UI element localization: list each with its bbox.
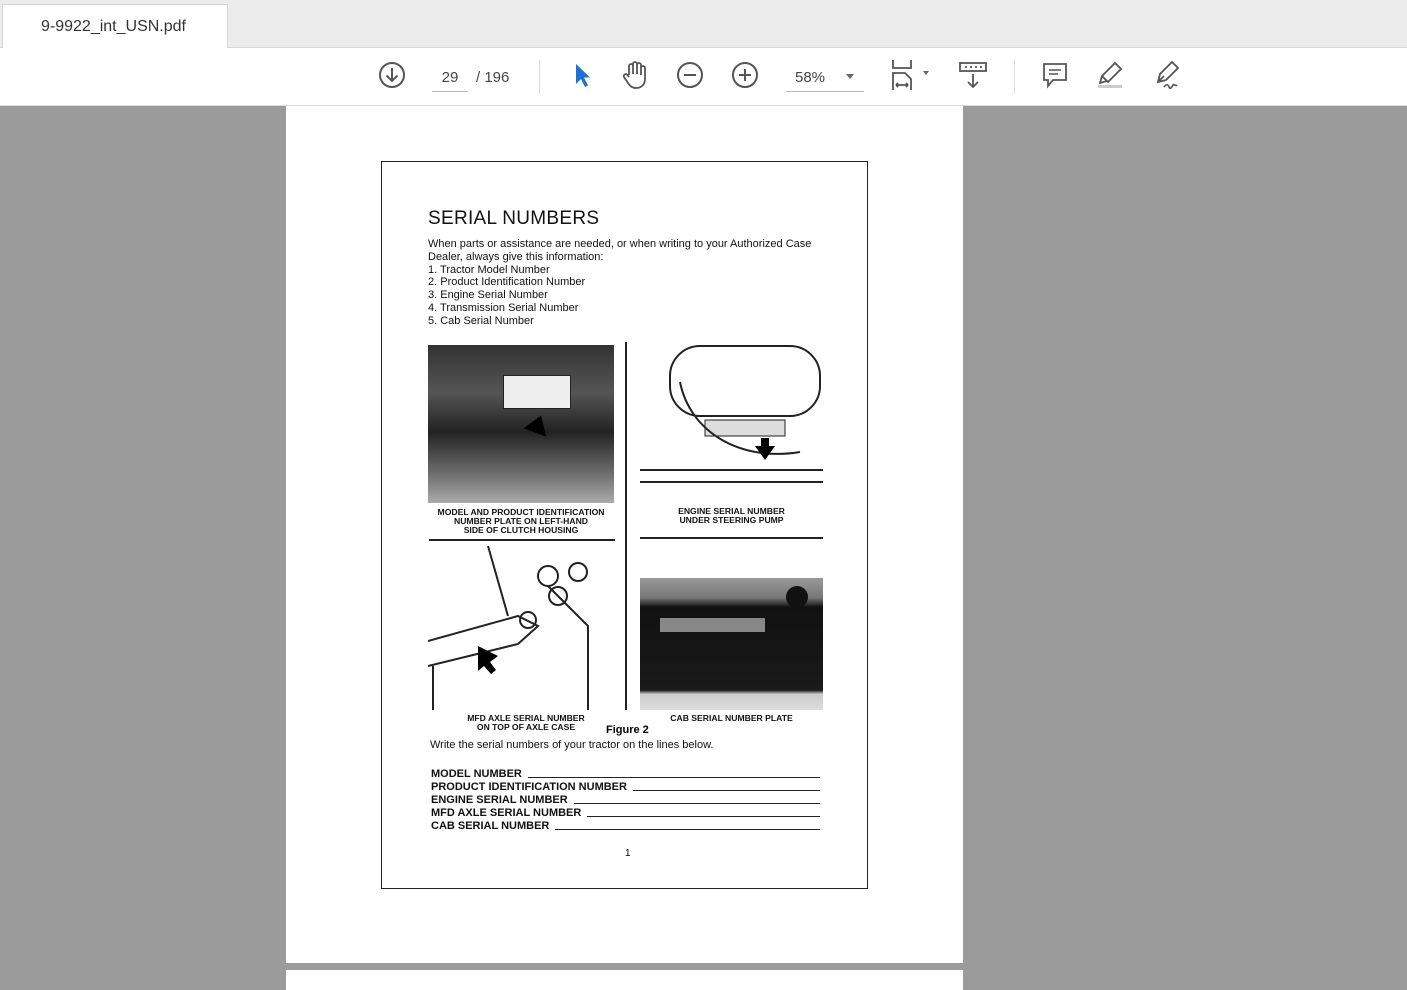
intro-paragraph: When parts or assistance are needed, or when writing to your Authorized Case Dealer, always give this information: (428, 238, 812, 263)
pdf-page (286, 106, 963, 963)
cab-plate-photo (640, 578, 823, 710)
zoom-level-value: 58% (795, 69, 826, 86)
chevron-down-icon (846, 74, 854, 79)
list-item: 4. Transmission Serial Number (428, 301, 579, 314)
intro-text (428, 238, 828, 328)
zoom-out-button[interactable] (675, 62, 705, 92)
caption-mfd-axle: MFD AXLE SERIAL NUMBER ON TOP OF AXLE CASE (467, 713, 585, 732)
instruction-text: Write the serial numbers of your tractor on the lines below. (430, 739, 714, 751)
steering-pump-drawing (640, 342, 823, 502)
draw-button[interactable] (1150, 62, 1180, 92)
pen-icon (1150, 60, 1180, 95)
list-item: 5. Cab Serial Number (428, 314, 534, 327)
list-item: 1. Tractor Model Number (428, 263, 550, 276)
fit-page-icon (889, 59, 933, 96)
axle-case-drawing (428, 546, 614, 710)
download-icon (378, 61, 406, 94)
comment-icon (1041, 61, 1069, 94)
document-tab[interactable] (2, 4, 228, 49)
form-line-axle: MFD AXLE SERIAL NUMBER (431, 806, 820, 819)
caption-engine-serial: ENGINE SERIAL NUMBER UNDER STEERING PUMP (678, 506, 785, 525)
figure-label: Figure 2 (606, 724, 649, 736)
tab-title: 9-9922_int_USN.pdf (41, 18, 186, 35)
page-total: / 196 (476, 69, 510, 86)
divider (640, 537, 823, 539)
highlighter-icon (1095, 60, 1125, 95)
page-title: SERIAL NUMBERS (428, 208, 600, 229)
page-number: 1 (625, 848, 631, 859)
pdf-toolbar (0, 48, 1407, 106)
clutch-housing-photo (428, 345, 614, 503)
divider (1014, 60, 1015, 94)
list-item: 2. Product Identification Number (428, 276, 586, 289)
scroll-down-icon (958, 60, 988, 95)
caption-cab-plate: CAB SERIAL NUMBER PLATE (670, 713, 793, 723)
tab-bar (0, 0, 1407, 48)
divider (625, 342, 627, 710)
divider (429, 539, 615, 541)
select-tool-button[interactable] (566, 62, 596, 92)
comment-button[interactable] (1040, 62, 1070, 92)
cursor-arrow-icon (571, 62, 591, 93)
highlight-button[interactable] (1095, 62, 1125, 92)
caption-model-plate: MODEL AND PRODUCT IDENTIFICATION NUMBER PLATE ON LEFT-HAND SIDE OF CLUTCH HOUSING (437, 507, 605, 535)
form-line-cab: CAB SERIAL NUMBER (431, 819, 820, 832)
hand-icon (621, 60, 649, 95)
page-fit-button[interactable] (888, 62, 934, 92)
download-button[interactable] (377, 62, 407, 92)
form-line-model: MODEL NUMBER (431, 767, 820, 780)
zoom-out-icon (676, 61, 704, 94)
next-pdf-page (286, 970, 963, 990)
hand-tool-button[interactable] (620, 62, 650, 92)
divider (539, 60, 540, 94)
form-line-engine: ENGINE SERIAL NUMBER (431, 793, 820, 806)
zoom-in-button[interactable] (730, 62, 760, 92)
zoom-in-icon (731, 61, 759, 94)
zoom-level-select[interactable] (786, 64, 864, 92)
page-number-input[interactable] (432, 64, 468, 92)
form-line-pin: PRODUCT IDENTIFICATION NUMBER (431, 780, 820, 793)
scroll-mode-button[interactable] (958, 62, 988, 92)
list-item: 3. Engine Serial Number (428, 289, 548, 302)
